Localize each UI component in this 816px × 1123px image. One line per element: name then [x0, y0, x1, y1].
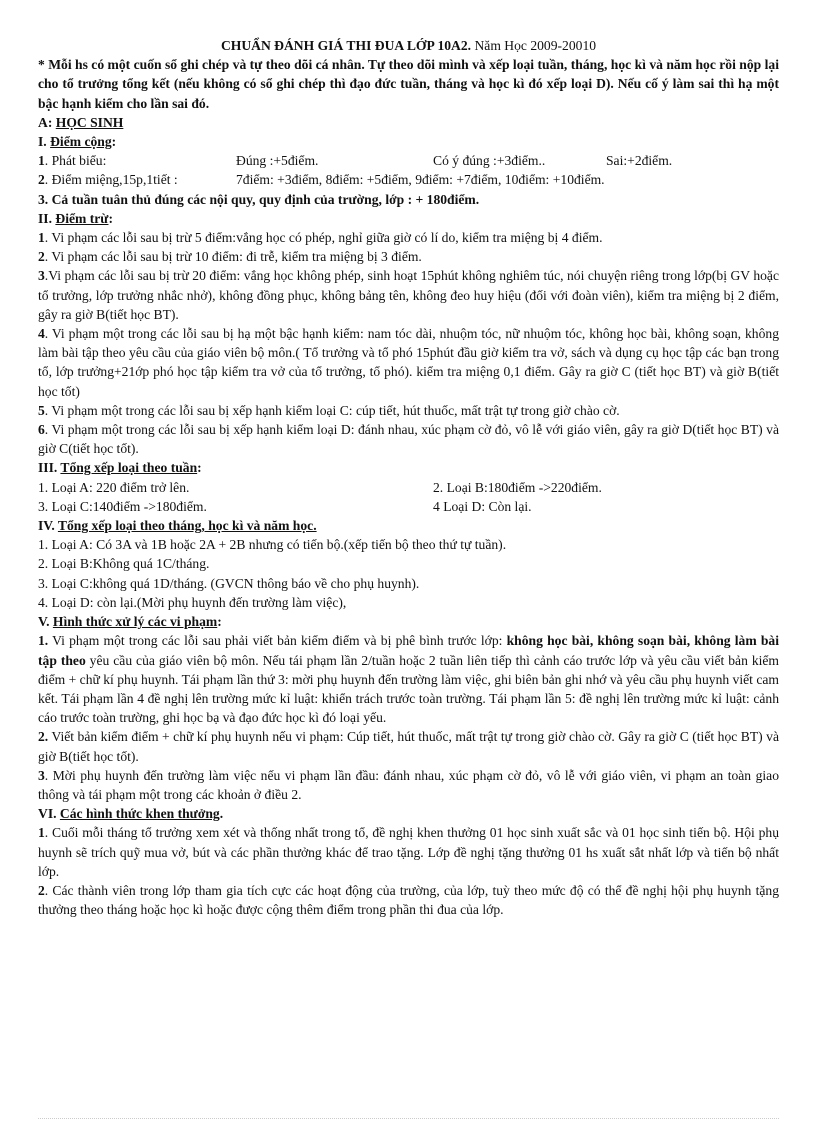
- item-text: . Vi phạm các lỗi sau bị trừ 10 điểm: đi trễ, kiểm tra miệng bị 3 điểm.: [44, 249, 422, 265]
- document-page: [38, 36, 779, 919]
- item-text: . Vi phạm các lỗi sau bị trừ 5 điểm:vắng học có phép, nghỉ giữa giờ có lí do, kiểm tra miệng bị 4 điểm.: [44, 230, 603, 246]
- weekly-rank-row-1: [38, 478, 779, 497]
- item-number: 1.: [38, 633, 49, 649]
- bonus-partially-correct: Có ý đúng :+3điểm..: [433, 153, 546, 169]
- item-text: . Vi phạm một trong các lỗi sau bị xếp hạnh kiểm loại D: đánh nhau, xúc phạm cờ đỏ, vô lễ với giáo viên, gây ra giờ D(tiết học BT) và giờ C(tiết học tốt).: [38, 422, 779, 457]
- bonus-item-1: [38, 151, 779, 170]
- bonus-correct: Đúng :+5điểm.: [236, 153, 319, 169]
- bonus-item-1-label: [38, 151, 236, 170]
- item-text: . Điểm miệng,15p,1tiết :: [44, 172, 178, 188]
- rank-c: 3. Loại C:140điểm ->180điểm.: [38, 498, 207, 514]
- item-text: . Vi phạm một trong các lỗi sau bị xếp hạnh kiểm loại C: cúp tiết, hút thuốc, mất trật tự trong giờ chào cờ.: [44, 402, 620, 418]
- bonus-score-scale: 7điểm: +3điểm, 8điểm: +5điểm, 9điểm: +7điểm, 10điểm: +10điểm.: [236, 172, 605, 188]
- item-number: 4: [38, 326, 45, 342]
- bonus-item-2-label: [38, 170, 236, 189]
- handling-item: [38, 631, 779, 727]
- section-a-label: HỌC SINH: [55, 114, 124, 130]
- section-3-heading: [38, 458, 779, 477]
- section-4-prefix: IV.: [38, 518, 58, 534]
- page-bottom-rule: [38, 1118, 779, 1119]
- section-5-label: Hình thức xử lý các vi phạm: [52, 614, 218, 630]
- penalty-item: [38, 247, 779, 266]
- section-1-suffix: :: [111, 134, 117, 150]
- section-2-heading: [38, 209, 779, 228]
- intro-paragraph: * Mỗi hs có một cuốn sổ ghi chép và tự theo dõi cá nhân. Tự theo dõi mình và xếp loại tuần, tháng, học kì và năm học rồi nộp lại cho tổ trưởng tổng kết (nếu không có sổ ghi chép thì đạo đức tuần, tháng và học kì đó xếp loại D). Nếu cố ý làm sai thì hạ một bậc hạnh kiểm cho lần sai đó.: [38, 57, 779, 111]
- section-4-label: Tổng xếp loại theo tháng, học kì và năm học.: [57, 518, 317, 534]
- item-bold-text: không học bài, không soạn bài, không làm bài tập theo: [38, 633, 780, 668]
- term-rank-item: 2. Loại B:Không quá 1C/tháng.: [38, 556, 210, 572]
- section-5-heading: [38, 612, 779, 631]
- rank-a: 1. Loại A: 220 điểm trở lên.: [38, 479, 190, 495]
- section-6-label: Các hình thức khen thưởng: [59, 806, 220, 822]
- section-1-heading: [38, 132, 779, 151]
- item-text: Viết bản kiểm điểm + chữ kí phụ huynh nếu vi phạm: Cúp tiết, hút thuốc, mất trật tự trong giờ chào cờ. Gây ra giờ C (tiết học BT) và giờ B(tiết học tốt).: [38, 729, 779, 764]
- item-text: . Các thành viên trong lớp tham gia tích cực các hoạt động của trường, của lớp, tuỳ theo mức độ có thể đề nghị hội phụ huynh tặng thưởng theo tháng hoặc học kì hoặc được cộng thêm điểm trong phần thi đua của lớp.: [38, 882, 779, 918]
- item-number: 2: [38, 249, 45, 265]
- item-text: . Vi phạm một trong các lỗi sau bị hạ một bậc hạnh kiểm: nam tóc dài, nhuộm tóc, nữ nhuộm tóc, không học bài, không soạn, không làm bài tập theo yêu cầu của giáo viên bộ môn.( Tổ trưởng và tổ phó 15phút đầu giờ kiểm tra vở, sách và dụng cụ học tập các bạn trong tổ, lớp trưởng+21ớp phó học tập kiểm tra vở của tổ trưởng, tổ phó). kiểm tra miệng 0,1 điểm. Gây ra giờ C (tiết học BT) và giờ B(tiết học tốt): [38, 326, 779, 399]
- section-5-prefix: V.: [38, 614, 53, 630]
- title-text: CHUẨN ĐÁNH GIÁ THI ĐUA LỚP 10A2.: [220, 38, 472, 53]
- penalty-item: [38, 324, 779, 401]
- section-a-prefix: A:: [38, 114, 56, 130]
- section-2-label: Điểm trừ: [55, 210, 109, 226]
- item-number: 1: [38, 153, 45, 169]
- reward-item: [38, 881, 779, 919]
- section-a-heading: [38, 113, 779, 132]
- section-6-prefix: VI.: [38, 806, 60, 822]
- section-3-suffix: :: [197, 460, 202, 476]
- item-number: 1: [38, 825, 45, 841]
- item-number: 3: [38, 268, 45, 284]
- bonus-item-2: [38, 170, 779, 189]
- item-number: 2: [38, 172, 45, 188]
- penalty-item: [38, 266, 779, 324]
- term-rank-item: 1. Loại A: Có 3A và 1B hoặc 2A + 2B nhưng có tiến bộ.(xếp tiến bộ theo thứ tự tuần).: [38, 537, 507, 553]
- section-1-prefix: I.: [38, 134, 51, 150]
- item-number: 1: [38, 230, 45, 246]
- section-2-suffix: :: [108, 210, 113, 226]
- item-number: 3: [38, 767, 45, 783]
- item-number: 6: [38, 422, 45, 438]
- section-2-prefix: II.: [38, 210, 56, 226]
- reward-item: [38, 823, 779, 881]
- school-year: Năm Học 2009-20010: [474, 38, 597, 53]
- section-3-label: Tổng xếp loại theo tuần: [60, 460, 198, 476]
- rank-b: 2. Loại B:180điểm ->220điểm.: [433, 479, 602, 495]
- section-4-heading: [38, 516, 779, 535]
- section-5-suffix: :: [217, 614, 222, 630]
- page-title: [38, 36, 779, 55]
- item-text-continued: yêu cầu của giáo viên bộ môn. Nếu tái phạm lần 2/tuần hoặc 2 tuần liên tiếp thì cảnh cáo trước lớp và yêu cầu viết bản kiểm điểm + chữ kí phụ huynh. Tái phạm lần thứ 3: mời phụ huynh đến trường làm việc, ghi biên bản ghi nhớ và yêu cầu phụ huynh viết cam kết. Tái phạm lần 4 đề nghị lên trường mức kỉ luật: khiển trách trước toàn trường. Tái phạm lần 5: đề nghị lên trường mức kỉ luật: cảnh cáo trước toàn trường, ghi học bạ và đạo đức học kì đó loại yếu.: [38, 652, 779, 726]
- bonus-item-3: 3. Cả tuần tuân thủ đúng các nội quy, quy định của trường, lớp : + 180điểm.: [38, 191, 480, 207]
- item-text: Vi phạm một trong các lỗi sau phải viết bản kiểm điểm và bị phê bình trước lớp:: [48, 633, 507, 649]
- item-text: . Mời phụ huynh đến trường làm việc nếu vi phạm lần đầu: đánh nhau, xúc phạm cờ đỏ, vô lễ với giáo viên, vi phạm an toàn giao thông và tái phạm một trong các khoản ở điều 2.: [38, 767, 779, 802]
- item-text: . Cuối mỗi tháng tổ trưởng xem xét và thống nhất trong tổ, đề nghị khen thưởng 01 học sinh xuất sắc và 01 học sinh tiến bộ. Hội phụ huynh sẽ trích quỹ mua vở, bút và các phần thưởng khác để trao tặng. Lớp đề nghị tặng thưởng 01 hs xuất sắt nhất lớp và tiến bộ nhất lớp.: [38, 825, 779, 879]
- penalty-item: [38, 401, 779, 420]
- handling-item: [38, 766, 779, 804]
- bonus-wrong: Sai:+2điểm.: [606, 153, 673, 169]
- section-1-label: Điểm cộng: [50, 134, 112, 150]
- section-3-prefix: III.: [38, 460, 61, 476]
- handling-item: [38, 727, 779, 765]
- item-text: .Vi phạm các lỗi sau bị trừ 20 điểm: vắng học không phép, sinh hoạt 15phút không nghiêm túc, nói chuyện riêng trong lớp(bị GV hoặc tổ trưởng, lớp trưởng nhắc nhở), không đồng phục, không bảng tên, không đeo huy hiệu (đối với đoàn viên), kiểm tra miệng bị 2 điểm, gây ra giờ B(tiết học BT).: [38, 268, 779, 322]
- item-number: 2: [38, 882, 45, 898]
- penalty-item: [38, 228, 779, 247]
- term-rank-item: 3. Loại C:không quá 1D/tháng. (GVCN thông báo về cho phụ huynh).: [38, 575, 420, 591]
- term-rank-item: 4. Loại D: còn lại.(Mời phụ huynh đến trường làm việc),: [38, 594, 347, 610]
- penalty-item: [38, 420, 779, 458]
- section-6-suffix: .: [219, 806, 224, 822]
- section-6-heading: [38, 804, 779, 823]
- rank-d: 4 Loại D: Còn lại.: [433, 498, 532, 514]
- weekly-rank-row-2: [38, 497, 779, 516]
- item-number: 5: [38, 402, 45, 418]
- item-number: 2.: [38, 729, 49, 745]
- item-text: . Phát biểu:: [44, 153, 107, 169]
